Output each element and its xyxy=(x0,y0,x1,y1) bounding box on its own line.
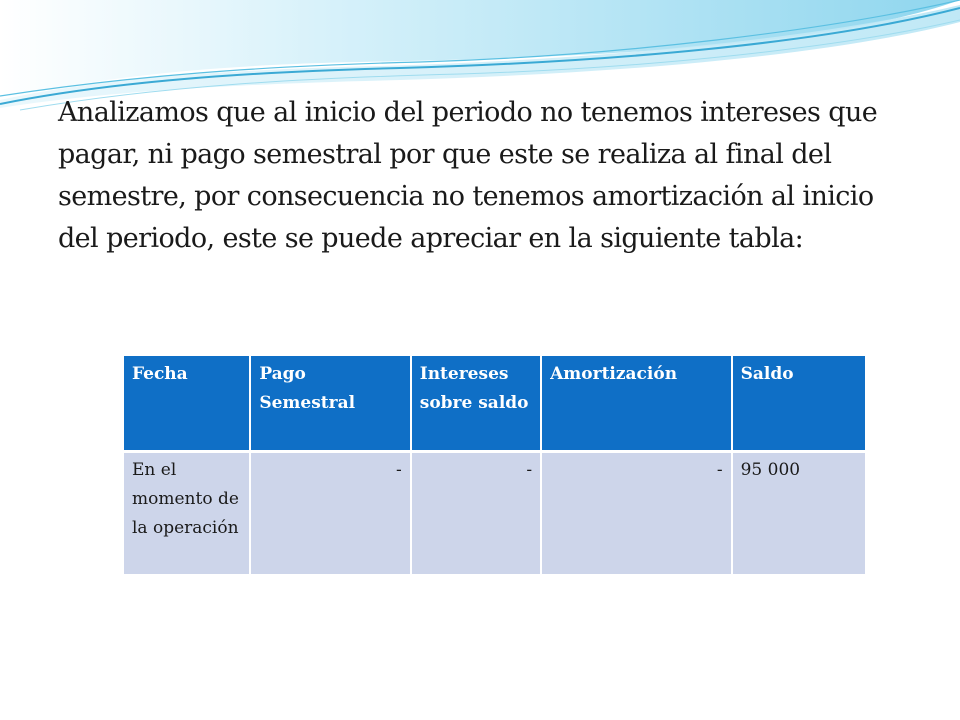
cell-intereses: - xyxy=(411,452,541,575)
header-amortizacion: Amortización xyxy=(541,356,732,452)
cell-pago-semestral: - xyxy=(250,452,410,575)
header-fecha: Fecha xyxy=(124,356,250,452)
header-saldo: Saldo xyxy=(732,356,865,452)
cell-amortizacion: - xyxy=(541,452,732,575)
header-intereses-sobre-saldo: Intereses sobre saldo xyxy=(411,356,541,452)
cell-fecha: En el momento de la operación xyxy=(124,452,250,575)
header-pago-semestral: Pago Semestral xyxy=(250,356,410,452)
table-row xyxy=(124,452,865,575)
table-header-row xyxy=(124,356,865,452)
cell-saldo: 95 000 xyxy=(732,452,865,575)
intro-paragraph: Analizamos que al inicio del periodo no tenemos intereses que pagar, ni pago semestral por que este se realiza al final del semestre, por consecuencia no tenemos amortización al inicio del periodo, este se puede apreciar en la siguiente tabla: xyxy=(58,97,878,254)
amortization-table xyxy=(124,356,865,574)
